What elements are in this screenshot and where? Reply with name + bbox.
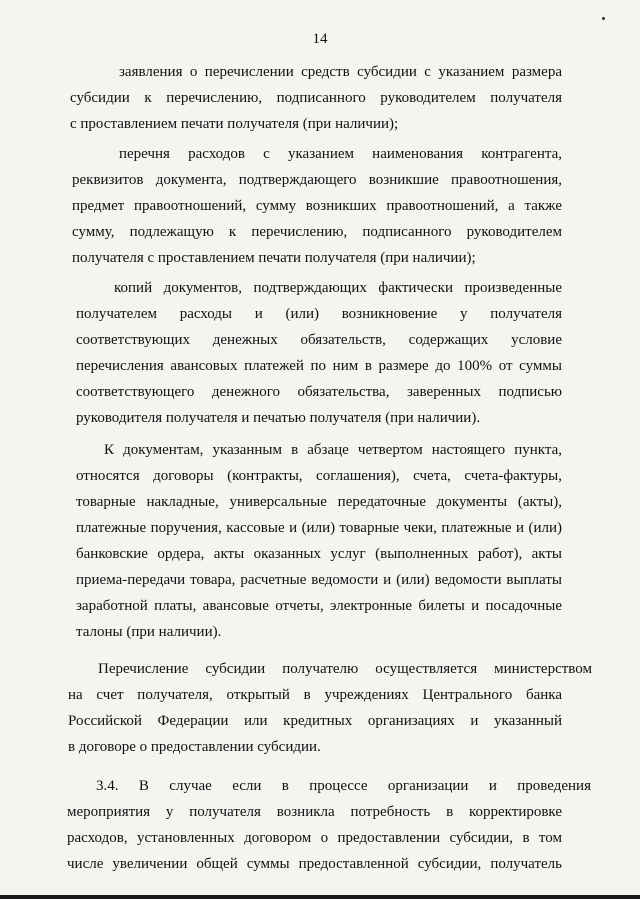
text-line: предмет правоотношений, сумму возникших правоотношений, а также: [72, 198, 562, 214]
text-line: Российской Федерации или кредитных организациях и указанный: [68, 713, 562, 729]
text-line: с проставлением печати получателя (при наличии);: [70, 116, 399, 132]
text-line: мероприятия у получателя возникла потребность в корректировке: [67, 804, 562, 820]
text-line: расходов, установленных договором о предоставлении субсидии, в том: [67, 830, 562, 846]
paragraph-expense-list: [72, 141, 562, 271]
text-line: получателем расходы и (или) возникновение у получателя: [76, 306, 562, 322]
text-line: реквизитов документа, подтверждающего возникшие правоотношения,: [72, 172, 562, 188]
paragraph-section-3-4: [67, 773, 591, 877]
text-line: субсидии к перечислению, подписанного руководителем получателя: [70, 90, 562, 106]
text-line: в договоре о предоставлении субсидии.: [68, 739, 321, 755]
text-line: руководителя получателя и печатью получателя (при наличии).: [76, 410, 481, 426]
page-mark: [602, 17, 605, 20]
text-line: сумму, подлежащую к перечислению, подписанного руководителем: [72, 224, 562, 240]
text-line: платежные поручения, кассовые и (или) товарные чеки, платежные и (или): [76, 520, 562, 536]
paragraph-application: [70, 59, 562, 137]
text-line: получателя с проставлением печати получателя (при наличии);: [72, 250, 476, 266]
text-line: К документам, указанным в абзаце четвертом настоящего пункта,: [104, 442, 562, 458]
text-line: 3.4. В случае если в процессе организации и проведения: [96, 778, 591, 794]
text-line: заработной платы, авансовые отчеты, электронные билеты и посадочные: [76, 598, 562, 614]
text-line: на счет получателя, открытый в учреждениях Центрального банка: [68, 687, 562, 703]
text-line: товарные накладные, универсальные передаточные документы (акты),: [76, 494, 562, 510]
text-line: соответствующего денежного обязательства, заверенных подписью: [76, 384, 562, 400]
paragraph-document-copies: [76, 275, 562, 431]
page-bottom-edge: [0, 895, 640, 899]
text-line: числе увеличении общей суммы предоставленной субсидии, получатель: [67, 856, 562, 872]
text-line: соответствующих денежных обязательств, содержащих условие: [76, 332, 562, 348]
text-line: заявления о перечислении средств субсидии с указанием размера: [119, 64, 562, 80]
text-line: относятся договоры (контракты, соглашения), счета, счета-фактуры,: [76, 468, 562, 484]
text-line: перечня расходов с указанием наименования контрагента,: [119, 146, 562, 162]
text-line: Перечисление субсидии получателю осуществляется министерством: [98, 661, 592, 677]
text-line: копий документов, подтверждающих фактически произведенные: [114, 280, 562, 296]
document-body: [67, 59, 592, 877]
text-line: перечисления авансовых платежей по ним в размере до 100% от суммы: [76, 358, 562, 374]
text-line: банковские ордера, акты оказанных услуг (выполненных работ), акты: [76, 546, 562, 562]
text-line: талоны (при наличии).: [76, 624, 222, 640]
text-line: приема-передачи товара, расчетные ведомости и (или) ведомости выплаты: [76, 572, 562, 588]
paragraph-transfer: [68, 656, 592, 760]
page-number: 14: [312, 31, 328, 47]
paragraph-document-types: [76, 437, 562, 645]
